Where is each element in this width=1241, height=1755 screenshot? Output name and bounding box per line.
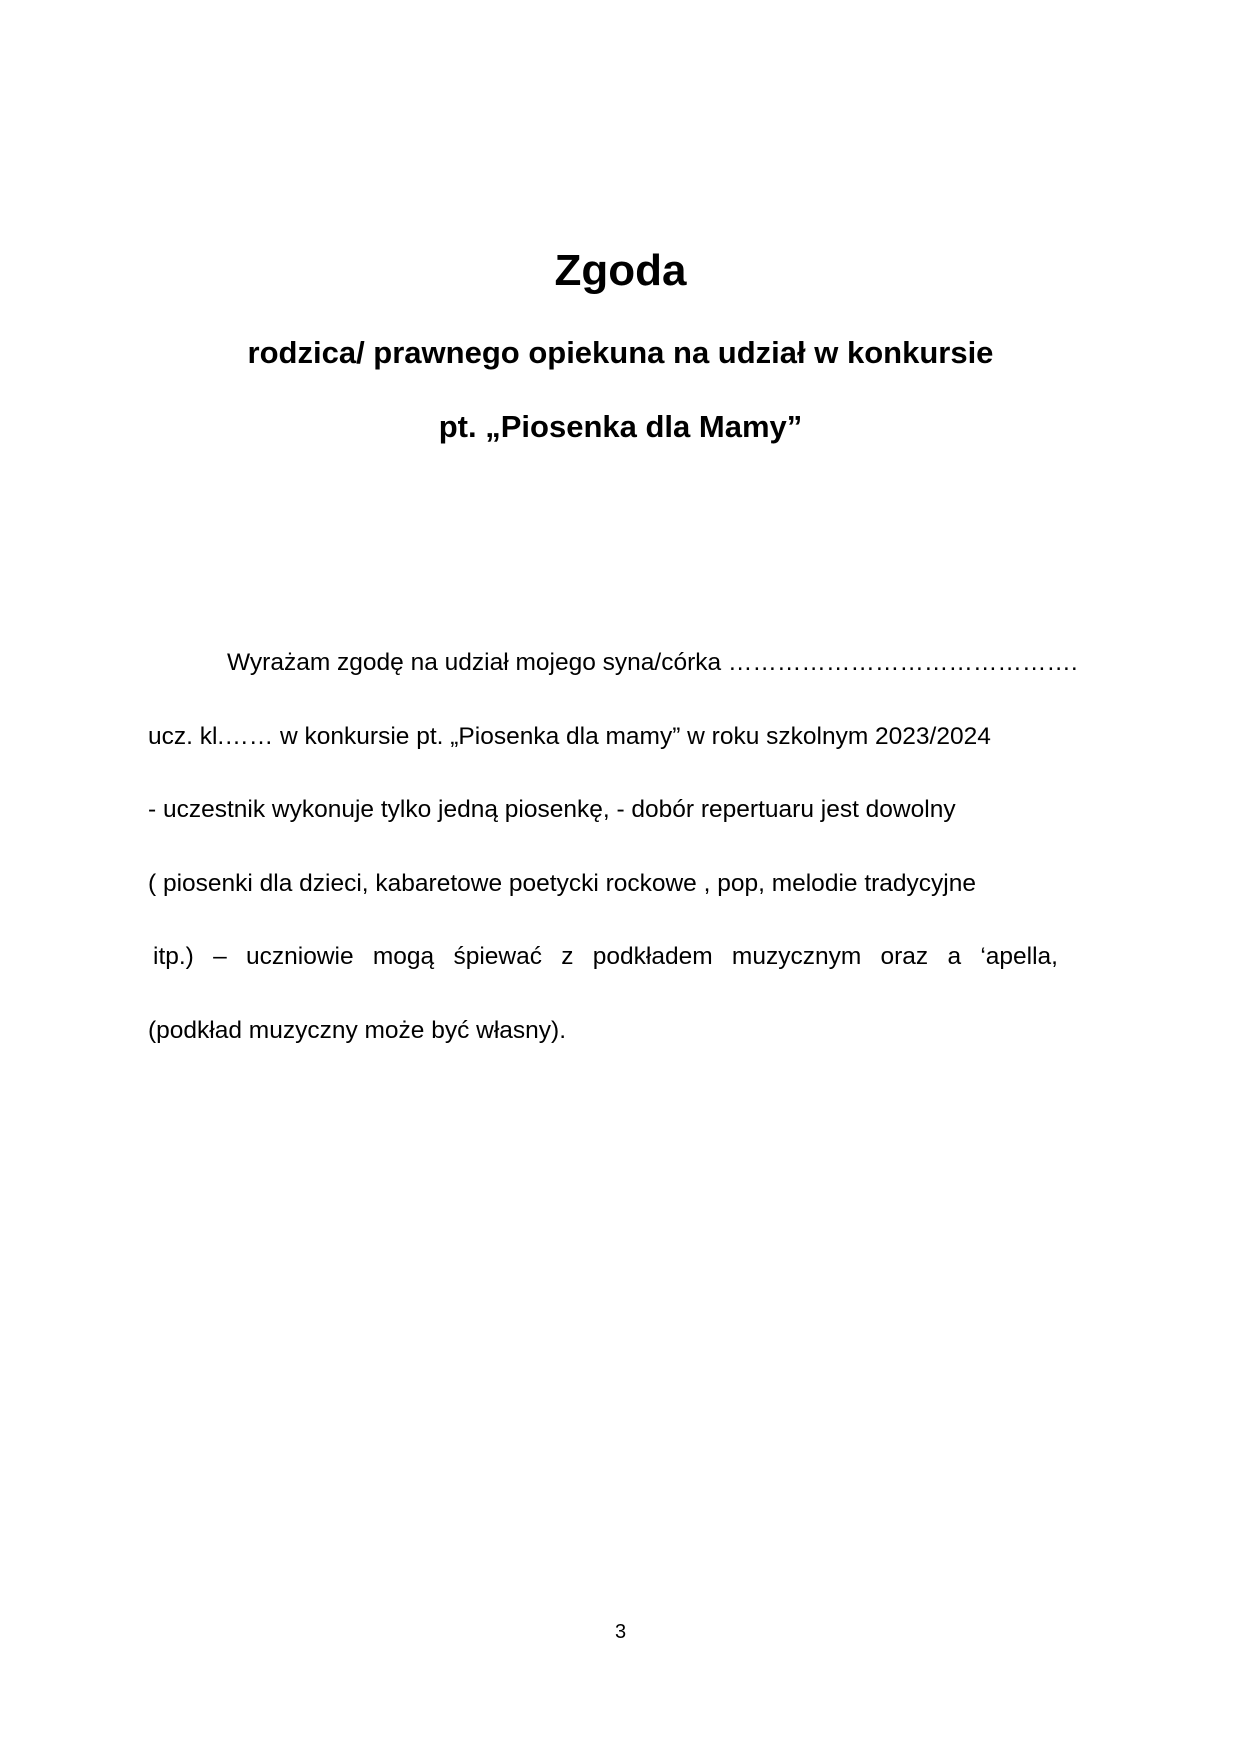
body-line-rules: - uczestnik wykonuje tylko jedną piosenkę, - dobór repertuaru jest dowolny xyxy=(148,796,956,823)
body-line-consent: Wyrażam zgodę na udział mojego syna/córka ……………………………………. xyxy=(227,649,1078,676)
body-line-class: ucz. kl.…… w konkursie pt. „Piosenka dla mamy” w roku szkolnym 2023/2024 xyxy=(148,723,991,750)
document-title: Zgoda xyxy=(554,246,687,295)
body-line-accompaniment: itp.) – uczniowie mogą śpiewać z podkładem muzycznym oraz a ‘apella, xyxy=(153,943,1058,970)
document-subtitle-line2: pt. „Piosenka dla Mamy” xyxy=(438,409,803,444)
body-line-genres: ( piosenki dla dzieci, kabaretowe poetycki rockowe , pop, melodie tradycyjne xyxy=(148,870,976,897)
body-line-own-track: (podkład muzyczny może być własny). xyxy=(148,1017,567,1044)
page-number: 3 xyxy=(614,1621,627,1643)
document-subtitle-line1: rodzica/ prawnego opiekuna na udział w konkursie xyxy=(247,335,994,370)
